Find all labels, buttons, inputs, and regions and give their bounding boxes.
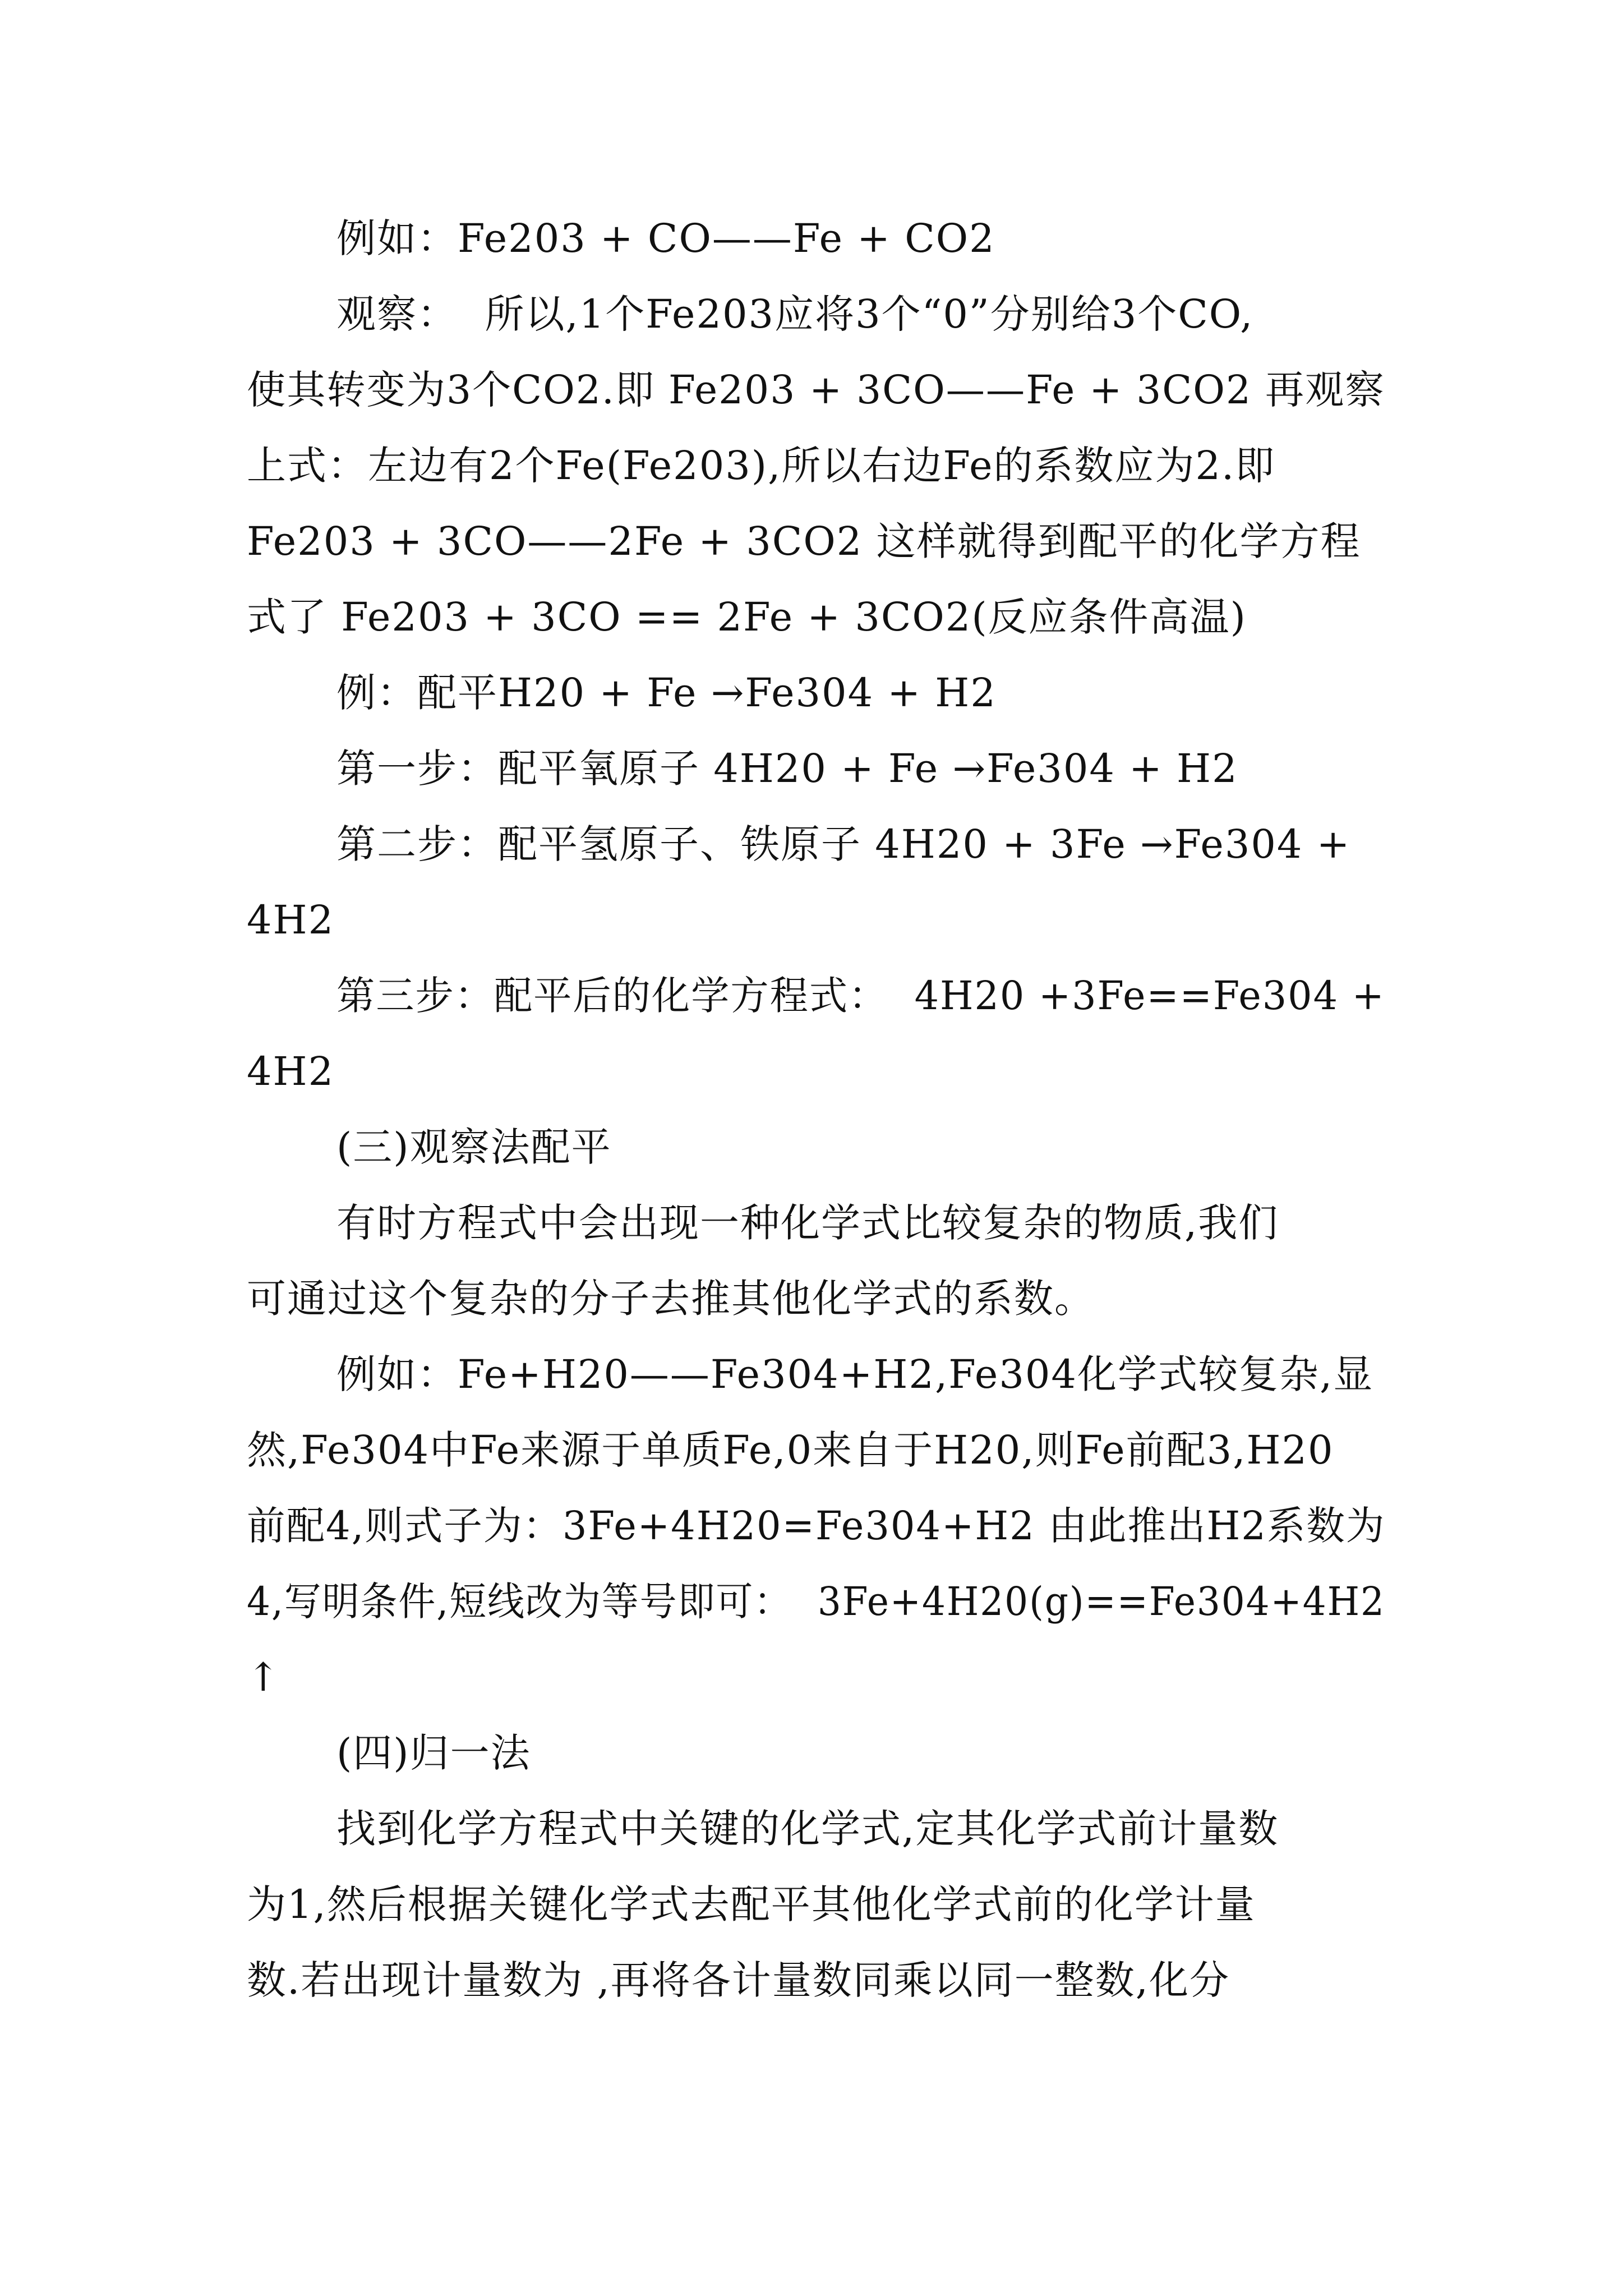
text-line: 第三步：配平后的化学方程式： 4H20 +3Fe==Fe304 + xyxy=(336,973,1385,1019)
text-line: 使其转变为3个CO2.即 Fe203 + 3CO——Fe + 3CO2 再观察 xyxy=(247,367,1385,413)
text-line: 第二步：配平氢原子、铁原子 4H20 + 3Fe →Fe304 + xyxy=(336,821,1351,867)
text-line: Fe203 + 3CO——2Fe + 3CO2 这样就得到配平的化学方程 xyxy=(247,518,1361,564)
text-line: 4H2 xyxy=(247,897,335,943)
text-line: 例如：Fe203 + CO——Fe + CO2 xyxy=(336,215,995,261)
text-line: 可通过这个复杂的分子去推其他化学式的系数。 xyxy=(247,1276,1095,1322)
text-line: 例：配平H20 + Fe →Fe304 + H2 xyxy=(336,670,997,716)
text-line: 数.若出现计量数为 ,再将各计量数同乘以同一整数,化分 xyxy=(247,1957,1230,2003)
text-line: 为1,然后根据关键化学式去配平其他化学式前的化学计量 xyxy=(247,1881,1256,1927)
text-line: 第一步：配平氧原子 4H20 + Fe →Fe304 + H2 xyxy=(336,746,1238,792)
section-heading: (四)归一法 xyxy=(336,1730,531,1776)
text-line: 观察： 所以,1个Fe203应将3个“0”分别给3个CO, xyxy=(336,291,1254,337)
text-line: 然,Fe304中Fe来源于单质Fe,0来自于H20,则Fe前配3,H20 xyxy=(247,1427,1334,1473)
text-line: 前配4,则式子为：3Fe+4H20=Fe304+H2 由此推出H2系数为 xyxy=(247,1503,1386,1549)
text-line: 式了 Fe203 + 3CO == 2Fe + 3CO2(反应条件高温) xyxy=(247,594,1247,640)
text-line: 例如：Fe+H20——Fe304+H2,Fe304化学式较复杂,显 xyxy=(336,1351,1374,1397)
text-line: 上式：左边有2个Fe(Fe203),所以右边Fe的系数应为2.即 xyxy=(247,443,1276,489)
up-arrow-glyph: ↑ xyxy=(247,1654,281,1700)
text-line: 有时方程式中会出现一种化学式比较复杂的物质,我们 xyxy=(336,1200,1279,1246)
section-heading: (三)观察法配平 xyxy=(336,1124,612,1170)
text-line: 4H2 xyxy=(247,1048,335,1094)
text-line: 4,写明条件,短线改为等号即可： 3Fe+4H20(g)==Fe304+4H2 xyxy=(247,1579,1385,1625)
text-line: 找到化学方程式中关键的化学式,定其化学式前计量数 xyxy=(336,1806,1279,1852)
